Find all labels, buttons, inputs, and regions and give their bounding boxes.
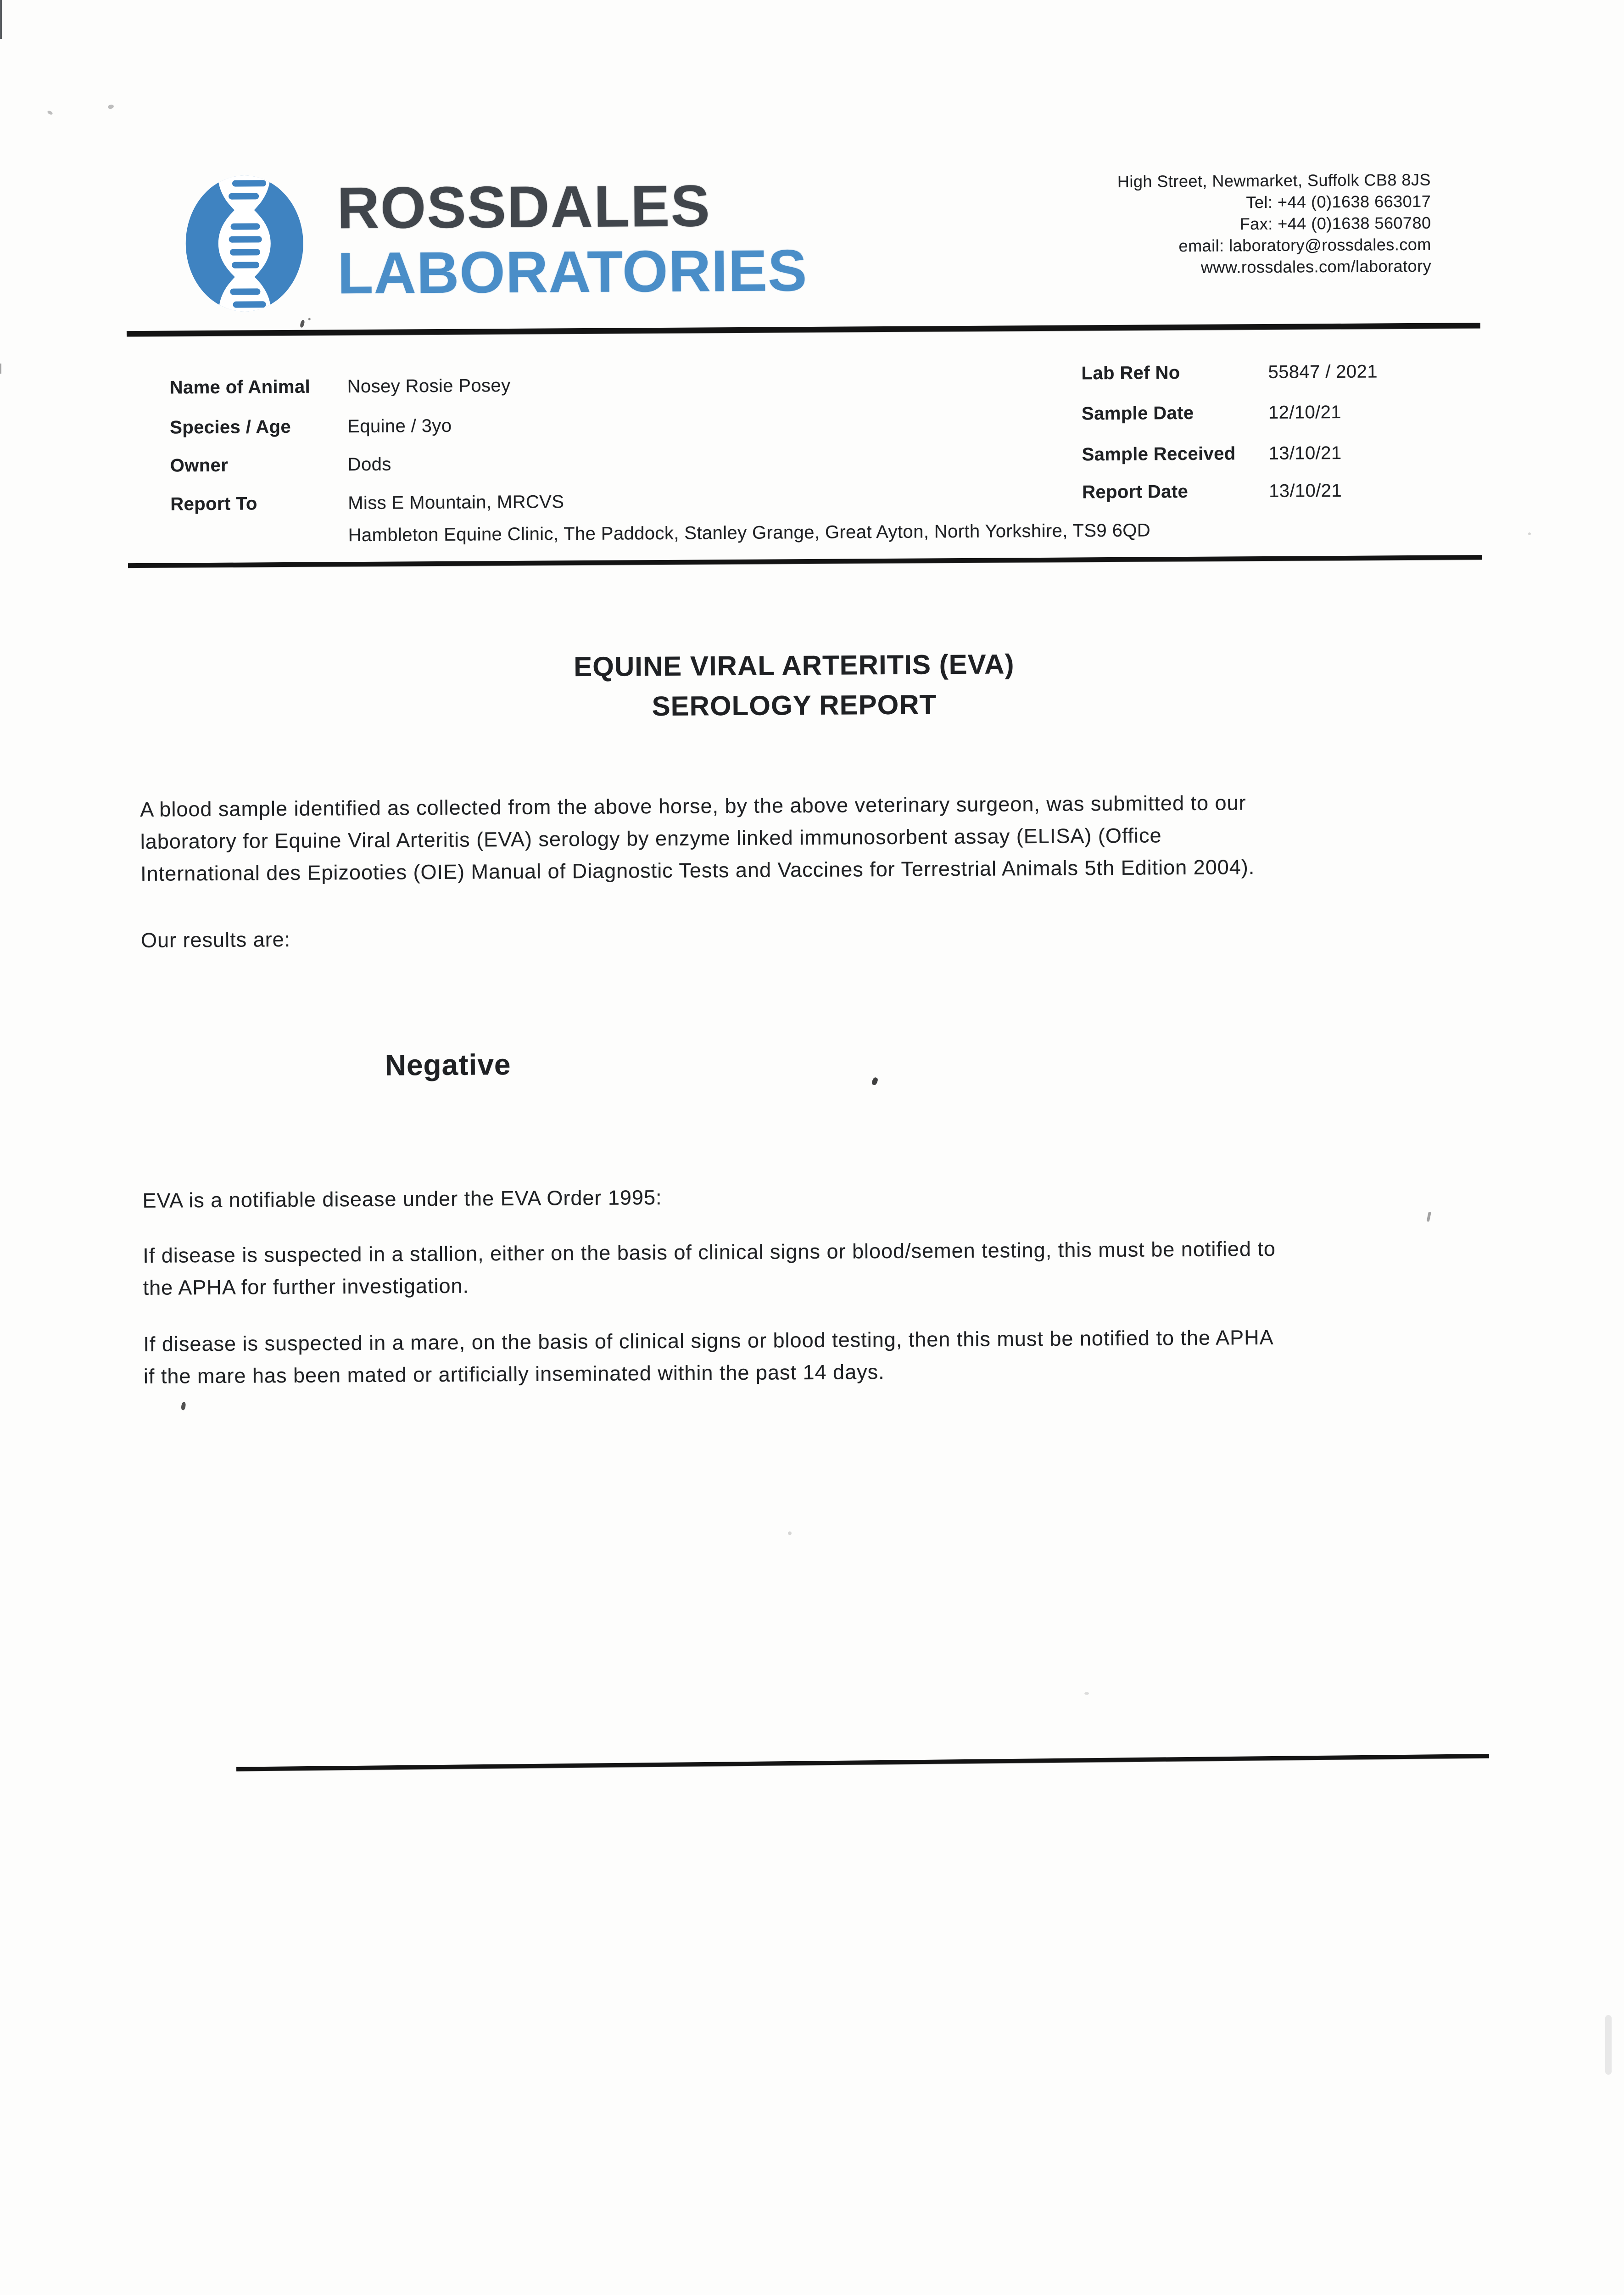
scan-artifact xyxy=(300,319,305,328)
header-rule xyxy=(127,323,1480,336)
bottom-rule xyxy=(236,1754,1489,1771)
scan-edge-mark xyxy=(0,364,1,374)
detail-value-sample-date: 12/10/21 xyxy=(1268,402,1342,423)
scan-artifact xyxy=(1084,1692,1089,1695)
stallion-note: If disease is suspected in a stallion, either on the basis of clinical signs or blood/semen testing, this must be notified to the APHA for further investigation. xyxy=(143,1237,1276,1299)
scan-artifact xyxy=(1427,1211,1431,1222)
details-rule xyxy=(128,555,1482,568)
scan-artifact xyxy=(308,318,311,320)
detail-label-lab-ref-no: Lab Ref No xyxy=(1081,363,1180,384)
brand-name-line2: LABORATORIES xyxy=(337,238,808,307)
notifiable-note: EVA is a notifiable disease under the EVA Order 1995: xyxy=(142,1186,662,1212)
detail-label-report-to: Report To xyxy=(170,493,257,515)
mare-note: If disease is suspected in a mare, on the basis of clinical signs or blood testing, then this must be notified to the APHA if the mare has been mated or artificially inseminated within the past 14 days. xyxy=(143,1325,1274,1388)
detail-label-sample-date: Sample Date xyxy=(1081,403,1194,424)
detail-value-name-of-animal: Nosey Rosie Posey xyxy=(347,375,511,397)
detail-label-species-age: Species / Age xyxy=(170,416,291,438)
report-title-line2: SEROLOGY REPORT xyxy=(652,689,937,722)
scan-edge-smudge xyxy=(1605,2015,1612,2075)
report-to-address: Hambleton Equine Clinic, The Paddock, Stanley Grange, Great Ayton, North Yorkshire, TS9 6QD xyxy=(348,520,1151,546)
scan-artifact xyxy=(1528,532,1531,535)
results-label: Our results are: xyxy=(140,927,291,952)
dna-helix-logo xyxy=(184,174,305,313)
contact-block xyxy=(926,169,1431,280)
detail-label-report-date: Report Date xyxy=(1082,481,1189,503)
contact-address: High Street, Newmarket, Suffolk CB8 8JS xyxy=(1117,170,1431,191)
contact-tel: Tel: +44 (0)1638 663017 xyxy=(1246,191,1431,212)
detail-value-report-to: Miss E Mountain, MRCVS xyxy=(348,492,564,514)
detail-value-sample-received: 13/10/21 xyxy=(1268,442,1342,464)
scan-artifact xyxy=(871,1077,878,1086)
detail-label-sample-received: Sample Received xyxy=(1082,443,1236,465)
scan-edge-mark xyxy=(0,0,2,39)
detail-value-owner: Dods xyxy=(347,454,391,475)
dna-helix-icon xyxy=(184,174,305,313)
scan-artifact xyxy=(788,1531,792,1535)
contact-fax: Fax: +44 (0)1638 560780 xyxy=(1239,213,1431,234)
detail-value-report-date: 13/10/21 xyxy=(1268,480,1342,501)
intro-paragraph: A blood sample identified as collected from the above horse, by the above veterinary surgeon, was submitted to our laboratory for Equine Viral Arteritis (EVA) serology by enzyme linked immunosorbent assay (ELISA) (Office International des Epizooties (OIE) Manual of Diagnostic Tests and Vaccines for Terrestrial Animals 5th Edition 2004). xyxy=(140,791,1255,885)
detail-label-name-of-animal: Name of Animal xyxy=(169,376,311,398)
contact-email: email: laboratory@rossdales.com xyxy=(1178,235,1431,256)
result-value: Negative xyxy=(385,1048,511,1082)
detail-label-owner: Owner xyxy=(170,455,229,476)
contact-website: www.rossdales.com/laboratory xyxy=(1200,256,1432,277)
scan-artifact xyxy=(181,1402,186,1411)
detail-value-lab-ref-no: 55847 / 2021 xyxy=(1268,361,1378,382)
report-title-line1: EQUINE VIRAL ARTERITIS (EVA) xyxy=(574,649,1015,683)
detail-value-species-age: Equine / 3yo xyxy=(347,415,452,437)
brand-name-line1: ROSSDALES xyxy=(336,173,711,241)
